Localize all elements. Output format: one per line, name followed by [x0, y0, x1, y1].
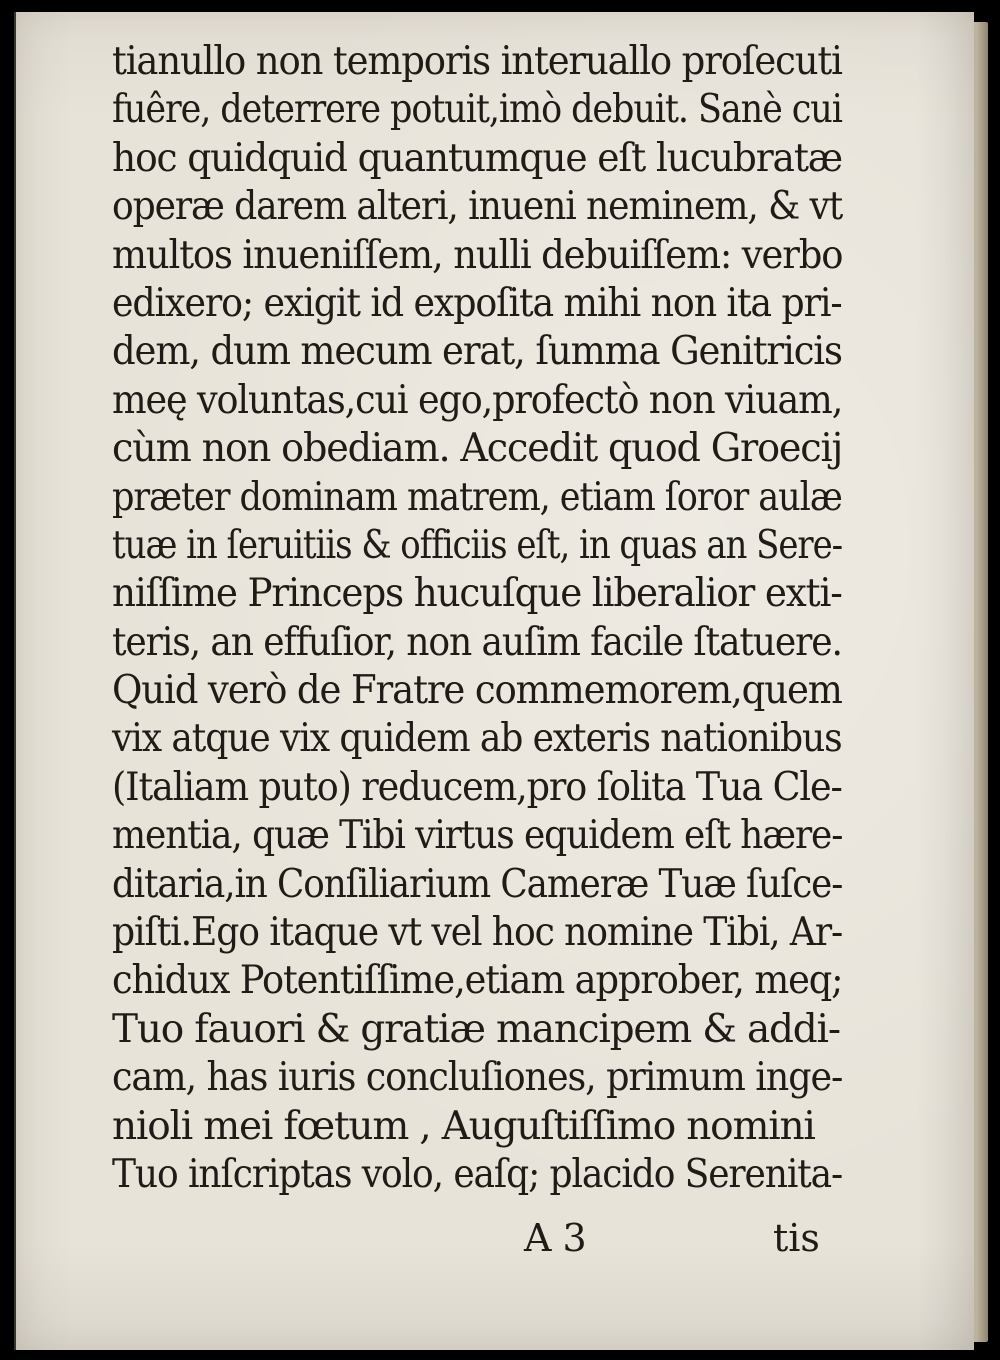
catchword: tis: [773, 1216, 820, 1260]
text-line: Tuo inſcriptas volo, eaſq; placido Serenita-: [112, 1151, 843, 1197]
text-line: niſſime Princeps hucuſque liberalior exti-: [112, 571, 842, 617]
text-line: Tuo fauori & gratiæ mancipem & addi-: [112, 1006, 840, 1052]
text-line: (Italiam puto) reducem,pro ſolita Tua Cle-: [112, 764, 842, 810]
text-line: præter dominam matrem, etiam ſoror aulæ: [112, 474, 842, 520]
text-line: tuæ in ſeruitiis & officiis eſt, in quas an Sere-: [112, 522, 843, 568]
text-line: edixero; exigit id expoſita mihi non ita pri-: [112, 280, 842, 326]
page-footer: [16, 1216, 974, 1266]
text-line: chidux Potentiſſime,etiam approber, meq;: [112, 958, 843, 1004]
text-line: tianullo non temporis interuallo proſecuti: [112, 39, 842, 84]
text-line: cam, has iuris concluſiones, primum inge-: [112, 1055, 843, 1101]
text-line: piſti.Ego itaque vt vel hoc nomine Tibi, Ar-: [112, 910, 843, 956]
signature-mark: A 3: [524, 1216, 587, 1260]
text-line: mentia, quæ Tibi virtus equidem eſt hære-: [112, 813, 843, 859]
text-line: fuêre, deterrere potuit,imò debuit. Sanè cui: [112, 87, 842, 133]
text-line: Quid verò de Fratre commemorem,quem: [112, 668, 842, 714]
text-line: meę voluntas,cui ego,profectò non viuam,: [112, 377, 843, 423]
text-line: nioli mei fœtum , Auguſtiſſimo nomini: [112, 1103, 815, 1149]
text-line: hoc quidquid quantumque eſt lucubratæ: [112, 135, 842, 181]
body-text: [112, 38, 842, 1199]
text-line: vix atque vix quidem ab exteris nationibus: [112, 716, 842, 762]
text-line: operæ darem alteri, inueni neminem, & vt: [112, 184, 843, 230]
text-line: teris, an effuſior, non auſim facile ſtatuere.: [112, 619, 842, 665]
text-line: cùm non obediam. Accedit quod Groecij: [112, 426, 843, 472]
text-line: ditaria,in Conſiliarium Cameræ Tuæ ſuſce-: [112, 861, 843, 907]
text-line: multos inueniſſem, nulli debuiſſem: verbo: [112, 232, 843, 278]
book-page: [14, 12, 974, 1350]
text-line: dem, dum mecum erat, ſumma Genitricis: [112, 329, 842, 375]
